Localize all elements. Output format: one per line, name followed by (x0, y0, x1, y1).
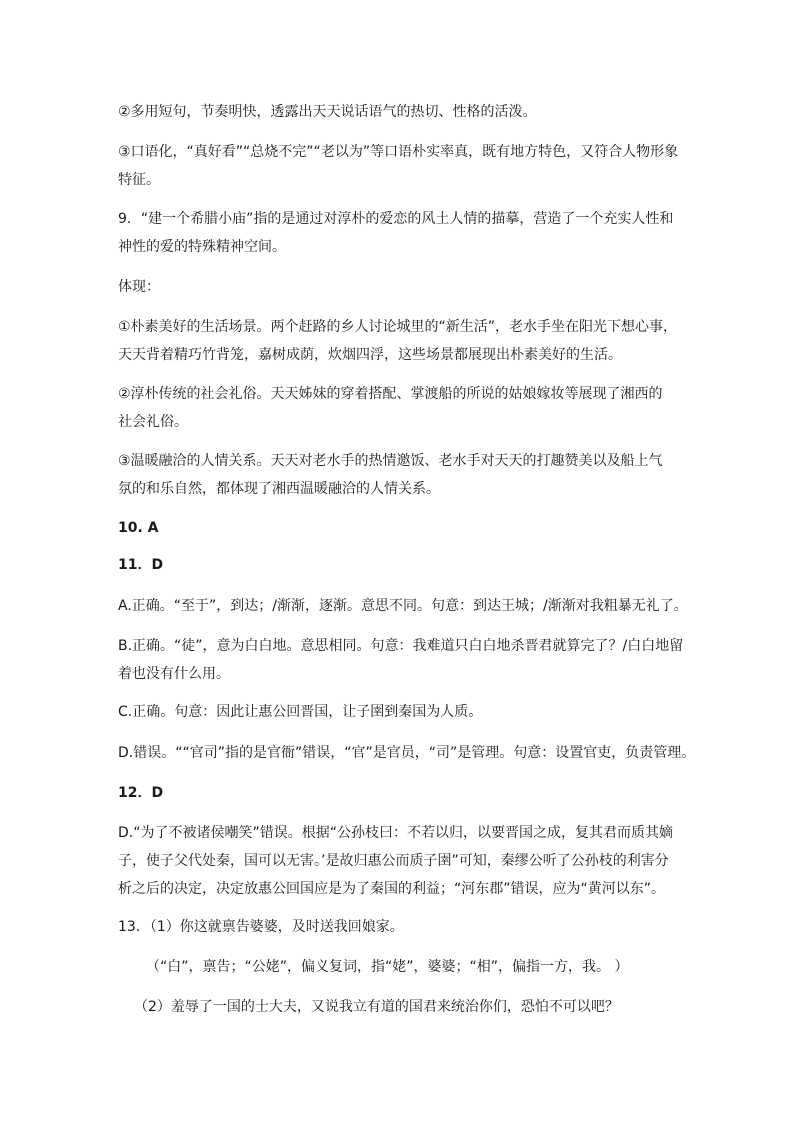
text-line: 10. A (118, 520, 159, 536)
text-line: （“白”，禀告；“公姥”，偏义复词，指“姥”，婆婆；“相”，偏指一方，我。 ） (146, 959, 629, 975)
answer-13-part-1 (118, 913, 678, 941)
text-line: 特征。 (118, 172, 160, 188)
text-line: 天天背着精巧竹背笼，嘉树成荫，炊烟四浮，这些场景都展现出朴素美好的生活。 (118, 347, 622, 363)
text-line: 着也没有什么用。 (118, 666, 230, 682)
text-line: （2）羞辱了一国的士大夫，又说我立有道的国君来统治你们，恐怕不可以吧？ (134, 999, 619, 1015)
text-line: C.正确。句意：因此让惠公回晋国，让子圉到秦国为人质。 (118, 704, 483, 720)
text-line: 13．（1）你这就禀告婆婆，及时送我回娘家。 (118, 919, 404, 935)
answer-11-option-b (118, 632, 684, 688)
text-line: ②多用短句，节奏明快，透露出天天说话语气的热切、性格的活泼。 (118, 104, 537, 120)
paragraph-life-scene (118, 313, 678, 369)
paragraph-social-customs (118, 380, 678, 436)
text-line: 析之后的决定，决定放惠公回国应是为了秦国的利益；“河东郡”错误，应为“黄河以东”。 (118, 881, 666, 897)
answer-12-option-d (118, 819, 678, 903)
answer-13-part-1-note (146, 953, 706, 981)
text-line: D.错误。““官司”指的是官衙”错误，“官”是官员，“司”是管理。句意：设置官吏，负责管理。 (118, 745, 696, 761)
text-line: 12．D (118, 785, 164, 801)
answer-12 (118, 779, 678, 807)
paragraph-relationships (118, 447, 678, 503)
text-line: 体现： (118, 279, 160, 295)
text-line: ③温暖融洽的人情关系。天天对老水手的热情邀饭、老水手对天天的打趣赞美以及船上气 (118, 453, 663, 469)
text-line: 神性的爱的特殊精神空间。 (118, 239, 286, 255)
text-line: ②淳朴传统的社会礼俗。天天姊妹的穿着搭配、掌渡船的所说的姑娘嫁妆等展现了湘西的 (118, 386, 663, 402)
text-line: 子，使子父代处秦，国可以无害。’是故归惠公而质子圉”可知，秦缪公听了公孙枝的利害分 (118, 853, 669, 869)
paragraph-short-sentences (118, 98, 678, 126)
text-line: ③口语化，“真好看”“总烧不完”“老以为”等口语朴实率真，既有地方特色，又符合人物形象 (118, 144, 679, 160)
text-line: A.正确。“至于”，到达；/渐渐，逐渐。意思不同。句意：到达王城；/渐渐对我粗暴无礼了。 (118, 598, 688, 614)
text-line: 11．D (118, 557, 164, 573)
answer-10 (118, 514, 678, 542)
text-line: B.正确。“徒”，意为白白地。意思相同。句意：我难道只白白地杀晋君就算完了？/白白地留 (118, 638, 684, 654)
answer-13-part-2 (134, 993, 694, 1021)
answer-11-option-a (118, 592, 688, 620)
answer-11-option-c (118, 698, 678, 726)
text-line: D.“为了不被诸侯嘲笑”错误。根据“公孙枝曰：不若以归，以要晋国之成，复其君而质其嫡 (118, 825, 673, 841)
paragraph-embodiment (118, 273, 678, 301)
answer-11-option-d (118, 739, 696, 767)
answer-9 (118, 205, 678, 261)
text-line: 9．“建一个希腊小庙”指的是通过对淳朴的爱恋的风土人情的描摹，营造了一个充实人性和 (118, 211, 674, 227)
answer-11 (118, 551, 678, 579)
text-line: 氛的和乐自然，都体现了湘西温暖融洽的人情关系。 (118, 481, 440, 497)
text-line: 社会礼俗。 (118, 414, 188, 430)
paragraph-colloquial (118, 138, 678, 194)
text-line: ①朴素美好的生活场景。两个赶路的乡人讨论城里的“新生活”，老水手坐在阳光下想心事， (118, 319, 678, 335)
